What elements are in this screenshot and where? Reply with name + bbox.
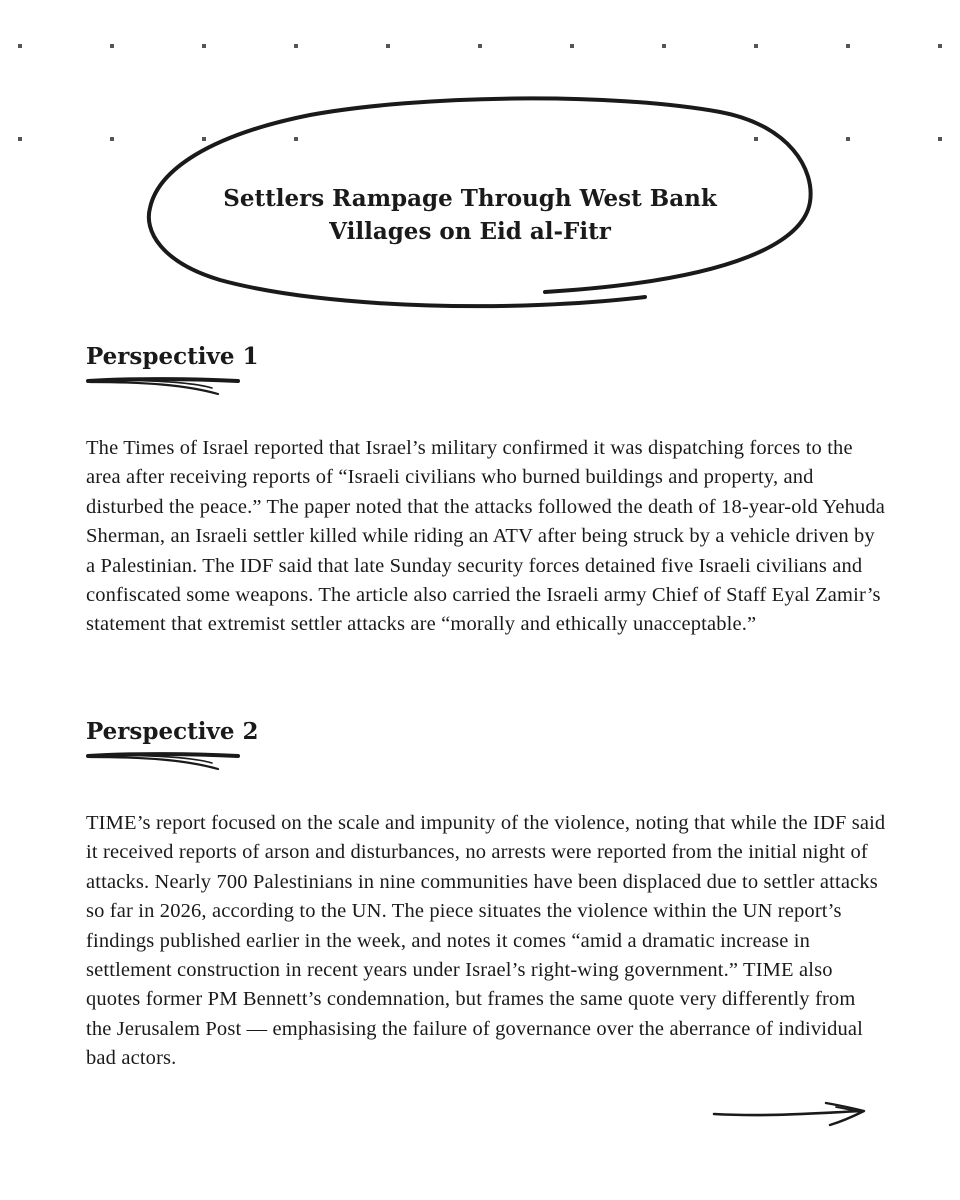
- dot: [846, 137, 850, 141]
- dot: [110, 44, 114, 48]
- section-heading: Perspective 1: [86, 343, 259, 370]
- dot: [570, 44, 574, 48]
- section-body: The Times of Israel reported that Israel’s military confirmed it was dispatching forces to the area after receiving reports of “Israeli civilians who burned buildings and property, and disturbed the peace.” The paper noted that the attacks followed the death of 18-year-old Yehuda Sherman, an Israeli settler killed while riding an ATV after being struck by a vehicle driven by a Palestinian. The IDF said that late Sunday security forces detained five Israeli civilians and confiscated some weapons. The article also carried the Israeli army Chief of Staff Eyal Zamir’s statement that extremist settler attacks are “morally and ethically unacceptable.”: [86, 437, 886, 636]
- dot: [202, 44, 206, 48]
- dot: [386, 44, 390, 48]
- section-heading: Perspective 2: [86, 718, 259, 745]
- dot: [478, 44, 482, 48]
- page-title: Settlers Rampage Through West Bank Villages on Eid al-Fitr: [223, 185, 717, 245]
- perspective-section-2: [86, 717, 886, 1074]
- perspective-section-1: [86, 342, 886, 640]
- dot: [754, 44, 758, 48]
- dot: [938, 44, 942, 48]
- scribble-underline-icon: [86, 751, 246, 773]
- title-bubble: [140, 90, 820, 320]
- dot: [18, 137, 22, 141]
- arrow-right-icon: [708, 1098, 874, 1132]
- dot: [938, 137, 942, 141]
- section-body: TIME’s report focused on the scale and impunity of the violence, noting that while the IDF said it received reports of arson and disturbances, no arrests were reported from the initial night of attacks. Nearly 700 Palestinians in nine communities have been displaced due to settler attacks so far in 2026, according to the UN. The piece situates the violence within the UN report’s findings published earlier in the week, and notes it comes “amid a dramatic increase in settlement construction in recent years under Israel’s right-wing government.” TIME also quotes former PM Bennett’s condemnation, but frames the same quote very differently from the Jerusalem Post — emphasising the failure of governance over the aberrance of individual bad actors.: [86, 812, 886, 1070]
- dot: [18, 44, 22, 48]
- scribble-underline-icon: [86, 376, 246, 398]
- dot: [846, 44, 850, 48]
- dot: [294, 44, 298, 48]
- dot: [662, 44, 666, 48]
- dot: [110, 137, 114, 141]
